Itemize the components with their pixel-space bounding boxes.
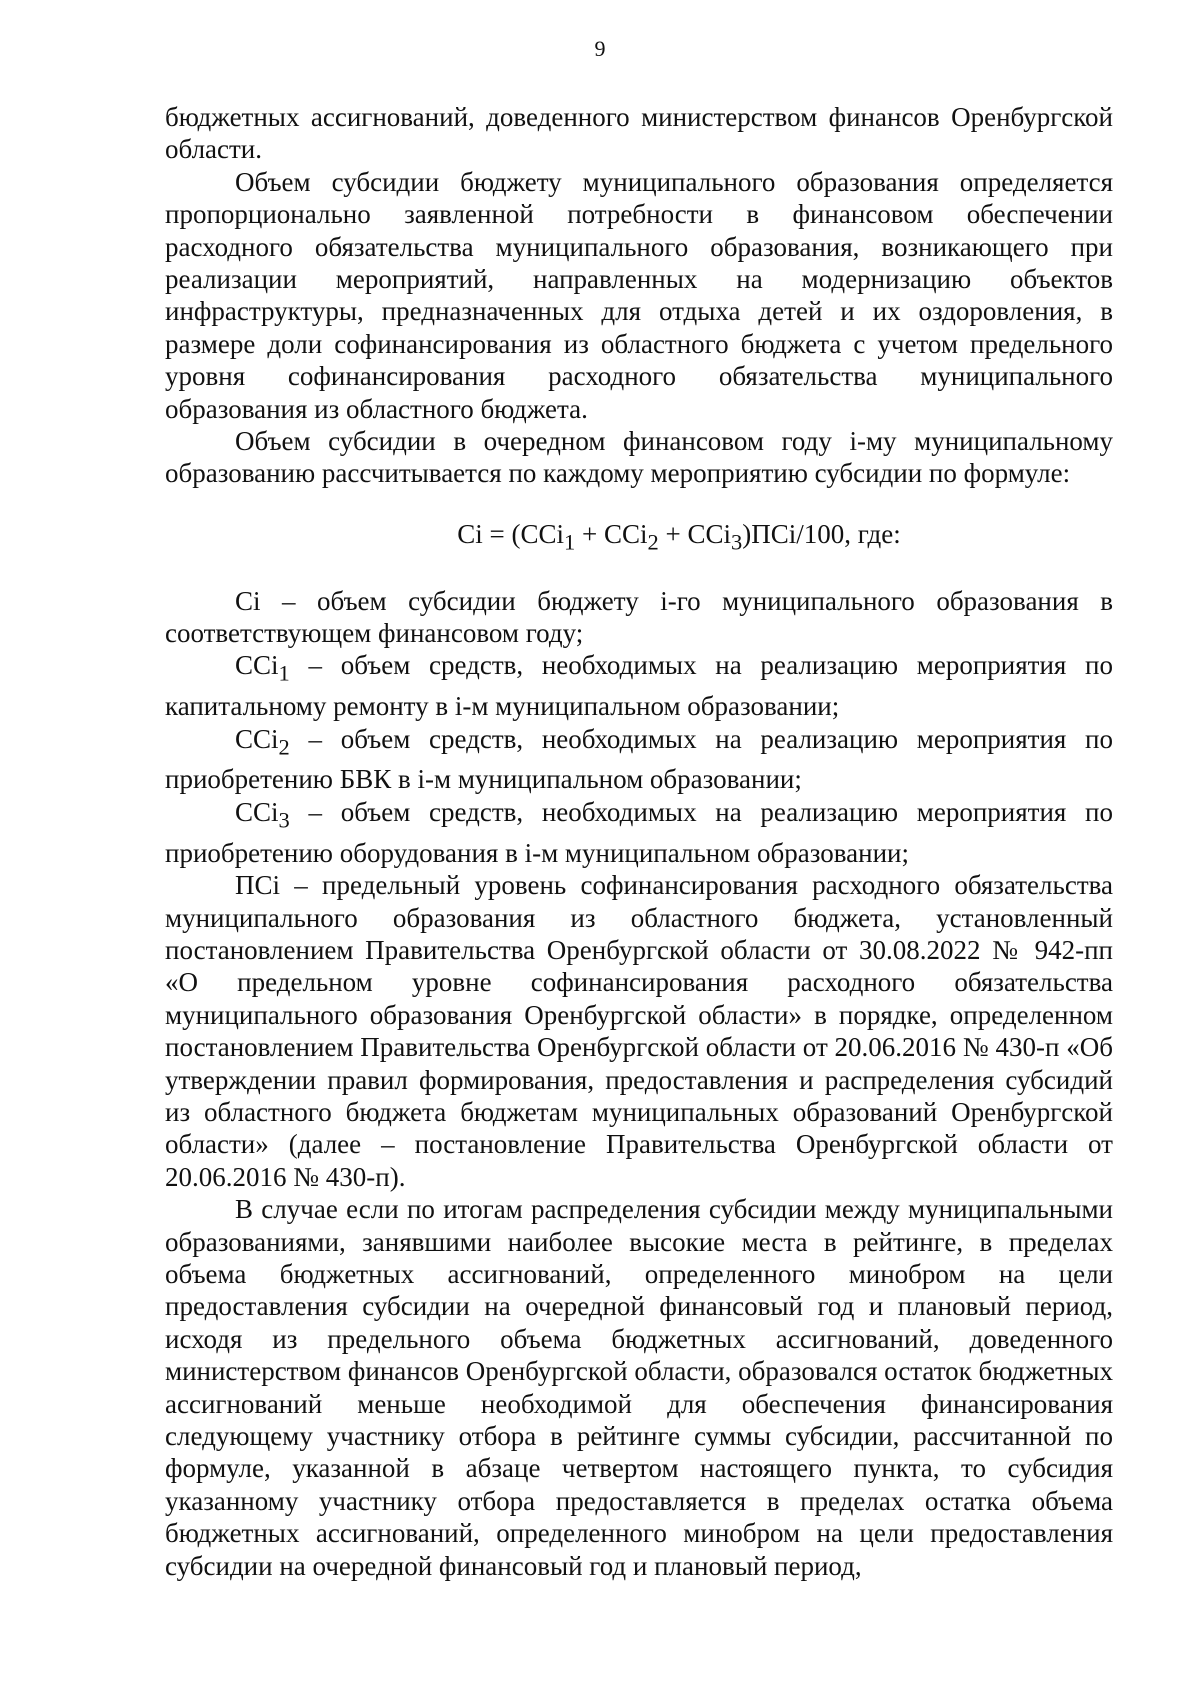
definition-term: CCi — [235, 723, 279, 754]
subsidy-formula — [165, 518, 1113, 559]
document-body — [165, 101, 1113, 1582]
formula-cci-3: CCi — [687, 518, 732, 549]
definition-ci — [165, 585, 1113, 650]
definition-cci-1 — [165, 649, 1113, 722]
formula-eq-open: = ( — [482, 518, 521, 549]
formula-definitions — [165, 585, 1113, 1193]
formula-sub-1: 1 — [564, 529, 576, 555]
definition-cci-2 — [165, 723, 1113, 796]
definition-text: – объем средств, необходимых на реализацию мероприятия по приобретению БВК в i-м муниципальном образовании; — [165, 723, 1113, 795]
formula-sub-3: 3 — [731, 529, 743, 555]
formula-close: )ПСi/100, где: — [742, 518, 901, 549]
paragraph-subsidy-volume: Объем субсидии бюджету муниципального образования определяется пропорционально заявленной потребности в финансовом обеспечении расходного обязательства муниципального образования, возникающего при реализации мероприятий, направленных на модернизацию объектов инфраструктуры, предназначенных для отдыха детей и их оздоровления, в размере доли софинансирования из областного бюджета с учетом предельного уровня софинансирования расходного обязательства муниципального образования из областного бюджета. — [165, 166, 1113, 424]
formula-plus-1: + — [575, 518, 604, 549]
paragraph-formula-intro: Объем субсидии в очередном финансовом году i-му муниципальному образованию рассчитывается по каждому мероприятию субсидии по формуле: — [165, 426, 1113, 489]
definition-subscript: 1 — [278, 660, 290, 686]
formula-sub-2: 2 — [647, 529, 659, 555]
page-number: 9 — [594, 36, 606, 61]
definition-cci-3 — [165, 796, 1113, 869]
definition-psi — [165, 869, 1113, 1193]
definition-term: ПСi — [235, 870, 281, 901]
formula-cci-1: CCi — [520, 518, 564, 549]
definition-text: – объем средств, необходимых на реализацию мероприятия по капитальному ремонту в i-м муниципальном образовании; — [165, 650, 1113, 722]
formula-plus-2: + — [658, 518, 688, 549]
paragraph-remainder-case: В случае если по итогам распределения субсидии между муниципальными образованиями, занявшими наиболее высокие места в рейтинге, в пределах объема бюджетных ассигнований, определенного минобром на цели предоставления субсидии на очередной финансовый год и плановый период, исходя из предельного объема бюджетных ассигнований, доведенного министерством финансов Оренбургской области, образовался остаток бюджетных ассигнований меньше необходимой для обеспечения финансирования следующему участнику отбора в рейтинге суммы субсидии, рассчитанной по формуле, указанной в абзаце четвертом настоящего пункта, то субсидия указанному участнику отбора предоставляется в пределах остатка объема бюджетных ассигнований, определенного минобром на цели предоставления субсидии на очередной финансовый год и плановый период, — [165, 1194, 1113, 1581]
definition-term: CCi — [235, 796, 279, 827]
formula-cci-2: CCi — [603, 518, 648, 549]
definition-term: Ci — [235, 585, 261, 616]
definition-subscript: 3 — [278, 807, 290, 833]
definition-text: – объем субсидии бюджету i-го муниципального образования в соответствующем финансовом году; — [165, 585, 1113, 649]
definition-term: CCi — [235, 650, 279, 681]
definition-text: – предельный уровень софинансирования расходного обязательства муниципального образования из областного бюджета, установленный постановлением Правительства Оренбургской области от 30.08.2022 № 942-пп «О предельном уровне софинансирования расходного обязательства муниципального образования Оренбургской области» в порядке, определенном постановлением Правительства Оренбургской области от 20.06.2016 № 430-п «Об утверждении правил формирования, предоставления и распределения субсидий из областного бюджета бюджетам муниципальных образований Оренбургской области» (далее – постановление Правительства Оренбургской области от 20.06.2016 № 430-п). — [165, 870, 1113, 1192]
paragraph-continuation: бюджетных ассигнований, доведенного министерством финансов Оренбургской области. — [165, 102, 1113, 165]
formula-ci: Ci — [457, 518, 483, 549]
definition-subscript: 2 — [278, 734, 290, 760]
definition-text: – объем средств, необходимых на реализацию мероприятия по приобретению оборудования в i-м муниципальном образовании; — [165, 796, 1113, 868]
